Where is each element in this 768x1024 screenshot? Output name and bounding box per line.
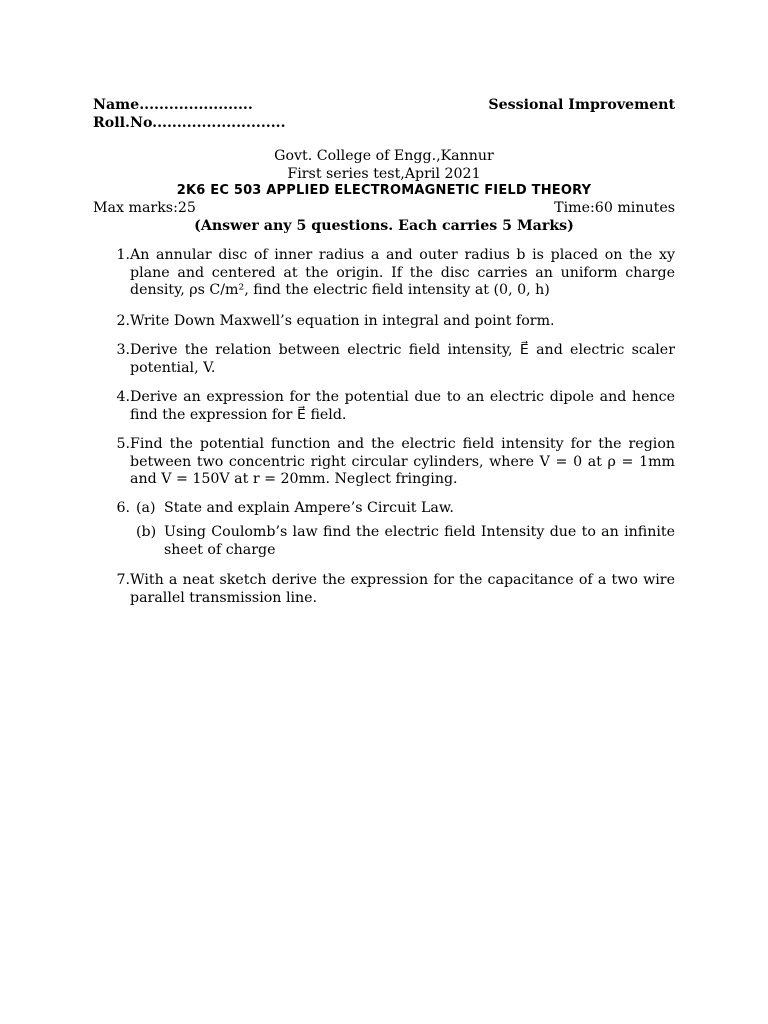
question-text: Derive the relation between electric field intensity, E⃗ and electric scaler potential, V. [130, 342, 675, 376]
instructions: (Answer any 5 questions. Each carries 5 Marks) [194, 218, 574, 234]
question-number: 7. [116, 572, 130, 588]
question-4 [112, 389, 675, 424]
marks-time-row [93, 199, 675, 217]
question-1 [112, 247, 675, 300]
college-name: Govt. College of Engg.,Kannur [274, 148, 494, 164]
exam-type: Sessional Improvement [488, 97, 675, 113]
max-marks: Max marks:25 [93, 200, 196, 216]
question-text: Write Down Maxwell’s equation in integral and point form. [130, 313, 555, 329]
question-2 [112, 313, 675, 331]
question-3 [112, 342, 675, 377]
question-number: 1. [116, 247, 130, 263]
question-6a [136, 500, 675, 518]
question-text: With a neat sketch derive the expression for the capacitance of a two wire parallel transmission line. [130, 572, 675, 606]
question-7 [112, 572, 675, 607]
question-number: 3. [116, 342, 130, 358]
test-name: First series test,April 2021 [287, 166, 481, 182]
part-label: (b) [136, 524, 157, 540]
part-text: State and explain Ampere’s Circuit Law. [164, 500, 454, 516]
question-number: 5. [116, 436, 130, 452]
question-6b [136, 524, 675, 559]
question-number: 6. [116, 500, 130, 516]
question-number: 4. [116, 389, 130, 405]
time-allowed: Time:60 minutes [554, 200, 675, 216]
part-label: (a) [136, 500, 156, 516]
question-text: Find the potential function and the electric field intensity for the region between two concentric right circular cylinders, where V = 0 at ρ = 1mm and V = 150V at r = 20mm. Neglect fringing. [130, 436, 675, 487]
name-field: Name....................... [93, 97, 253, 113]
question-5 [112, 436, 675, 489]
question-number: 2. [116, 313, 130, 329]
question-text: Derive an expression for the potential due to an electric dipole and hence find the expression for E⃗ field. [130, 389, 675, 423]
question-text: An annular disc of inner radius a and outer radius b is placed on the xy plane and centered at the origin. If the disc carries an uniform charge density, ρs C/m², find the electric field intensity at (0, 0, h) [130, 247, 675, 298]
header-row-1 [93, 96, 675, 114]
part-text: Using Coulomb’s law find the electric field Intensity due to an infinite sheet of charge [164, 524, 675, 558]
course-title: 2K6 EC 503 APPLIED ELECTROMAGNETIC FIELD THEORY [176, 183, 592, 198]
roll-field: Roll.No........................... [93, 115, 286, 131]
header-row-2 [93, 114, 675, 132]
